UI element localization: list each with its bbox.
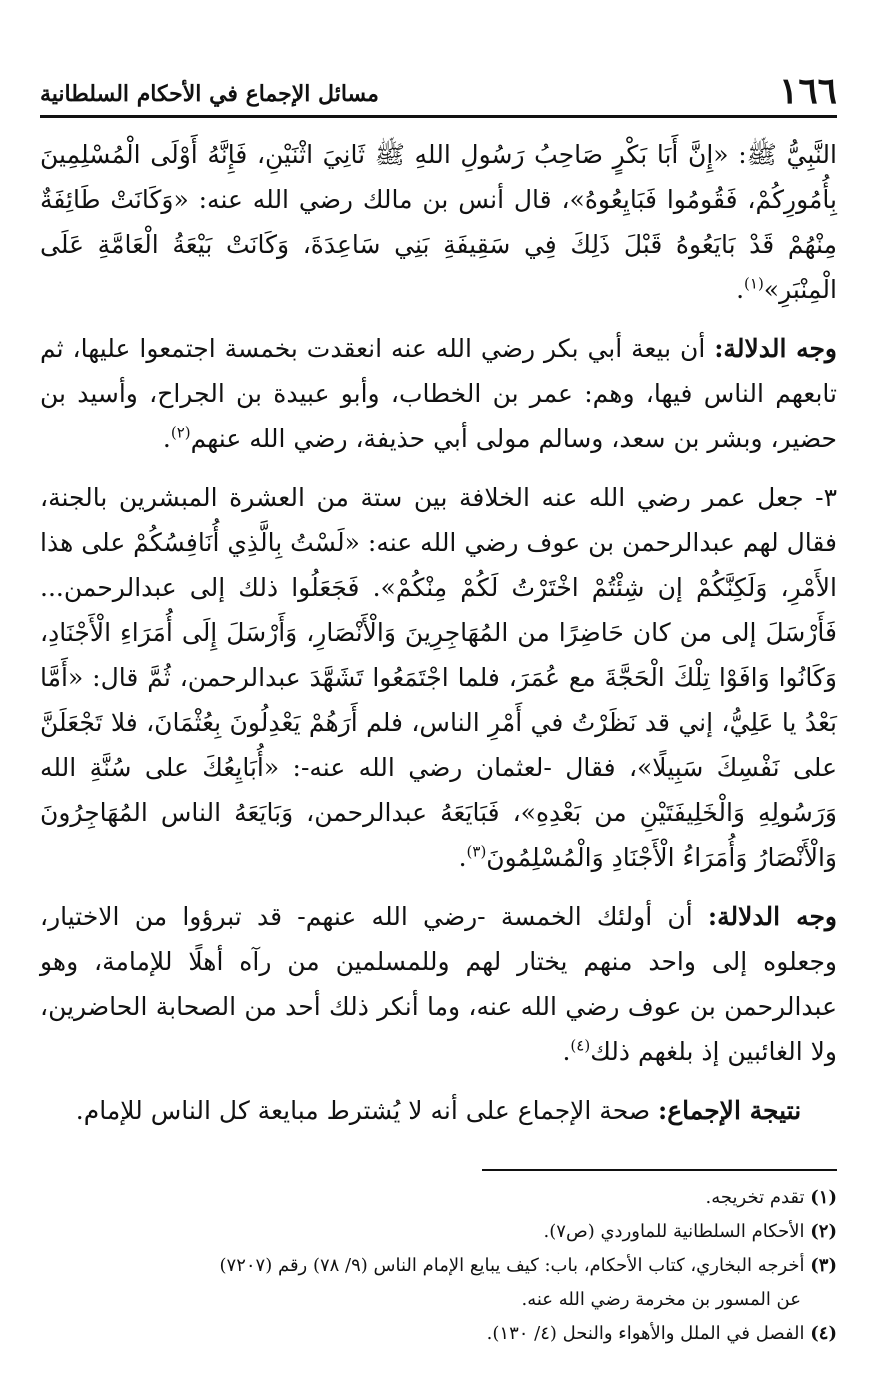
paragraph-text: صحة الإجماع على أنه لا يُشترط مبايعة كل الناس للإمام. — [75, 1096, 659, 1125]
paragraph-consensus-result — [40, 1088, 837, 1133]
footnote-ref: (٢) — [170, 423, 191, 442]
main-text — [40, 132, 837, 1133]
paragraph-text: النَّبِيُّ ﷺ: «إِنَّ أَبَا بَكْرٍ صَاحِبُ رَسُولِ اللهِ ﷺ ثَانِيَ اثْنَيْنِ، فَإِنَّهُ أَوْلَى الْمُسْلِمِينَ بِأُمُورِكُمْ، فَقُومُوا فَبَايِعُوهُ»، قال أنس بن مالك رضي الله عنه: «وَكَانَتْ طَائِفَةٌ مِنْهُمْ قَدْ بَايَعُوهُ قَبْلَ ذَلِكَ فِي سَقِيفَةِ بَنِي سَاعِدَةَ، وَكَانَتْ بَيْعَةُ الْعَامَّةِ عَلَى الْمِنْبَرِ» — [40, 140, 837, 304]
page-header — [40, 56, 837, 118]
paragraph-umar-shura: ٣- جعل عمر رضي الله عنه الخلافة بين ستة من العشرة المبشرين بالجنة، فقال لهم عبدالرحمن بن عوف رضي الله عنه: «لَسْتُ بِالَّذِي أُنَافِسُكُمْ على هذا الأَمْرِ، وَلَكِنَّكُمْ إن شِئْتُمْ اخْتَرْتُ لَكُمْ مِنْكُمْ». فَجَعَلُوا ذلك إلى عبدالرحمن... فَأَرْسَلَ إلى من كان حَاضِرًا من المُهَاجِرِينَ وَالْأَنْصَارِ، وَأَرْسَلَ إِلَى أُمَرَاءِ الْأَجْنَادِ، وَكَانُوا وَافَوْا تِلْكَ الْحَجَّةَ مع عُمَرَ، فلما اجْتَمَعُوا تَشَهَّدَ عبدالرحمن، ثُمَّ قال: «أَمَّا بَعْدُ يا عَلِيُّ، إني قد نَظَرْتُ في أَمْرِ الناس، فلم أَرَهُمْ يَعْدِلُونَ بِعُثْمَانَ، فلا تَجْعَلَنَّ على نَفْسِكَ سَبِيلًا»، فقال -لعثمان رضي الله عنه-: «أُبَايِعُكَ على سُنَّةِ الله وَرَسُولِهِ وَالْخَلِيفَتَيْنِ من بَعْدِهِ»، فَبَايَعَهُ عبدالرحمن، وَبَايَعَهُ الناس المُهَاجِرُونَ وَالْأَنْصَارُ وَأُمَرَاءُ الْأَجْنَادِ وَالْمُسْلِمُونَ$^{(٣)}$. — [40, 483, 837, 872]
evidence-label: وجه الدلالة: — [707, 902, 838, 931]
footnote-divider — [482, 1169, 837, 1171]
paragraph-hadith-abu-bakr: النَّبِيُّ ﷺ: «إِنَّ أَبَا بَكْرٍ صَاحِبُ رَسُولِ اللهِ ﷺ ثَانِيَ اثْنَيْنِ، فَإِنَّهُ أَوْلَى الْمُسْلِمِينَ بِأُمُورِكُمْ، فَقُومُوا فَبَايِعُوهُ»، قال أنس بن مالك رضي الله عنه: «وَكَانَتْ طَائِفَةٌ مِنْهُمْ قَدْ بَايَعُوهُ قَبْلَ ذَلِكَ فِي سَقِيفَةِ بَنِي سَاعِدَةَ، وَكَانَتْ بَيْعَةُ الْعَامَّةِ عَلَى الْمِنْبَرِ»$^{(١)}$. — [40, 140, 837, 304]
footnote-4: (٤) الفصل في الملل والأهواء والنحل (٤/ ١٣٠). — [486, 1323, 837, 1344]
paragraph-evidence-2: وجه الدلالة: أن أولئك الخمسة -رضي الله عنهم- قد تبرؤوا من الاختيار، وجعلوه إلى واحد منهم يختار لهم وللمسلمين من رآه أهلًا للإمامة، وهو عبدالرحمن بن عوف رضي الله عنه، وما أنكر ذلك أحد من الصحابة الحاضرين، ولا الغائبين إذ بلغهم ذلك$^{(٤)}$. — [40, 902, 838, 1066]
running-title: مسائل الإجماع في الأحكام السلطانية — [40, 81, 379, 107]
evidence-label: وجه الدلالة: — [714, 334, 837, 363]
paragraph-text: أن بيعة أبي بكر رضي الله عنه انعقدت بخمسة اجتمعوا عليها، ثم تابعهم الناس فيها، وهم: عمر بن الخطاب، وأبو عبيدة بن الجراح، وأسيد بن حضير، وبشر بن سعد، وسالم مولى أبي حذيفة، رضي الله عنهم — [40, 334, 837, 453]
paragraph-evidence-1: وجه الدلالة: أن بيعة أبي بكر رضي الله عنه انعقدت بخمسة اجتمعوا عليها، ثم تابعهم الناس فيها، وهم: عمر بن الخطاب، وأبو عبيدة بن الجراح، وأسيد بن حضير، وبشر بن سعد، وسالم مولى أبي حذيفة، رضي الله عنهم$^{(٢)}$. — [40, 334, 837, 453]
paragraph-text: ٣- جعل عمر رضي الله عنه الخلافة بين ستة من العشرة المبشرين بالجنة، فقال لهم عبدالرحمن بن عوف رضي الله عنه: «لَسْتُ بِالَّذِي أُنَافِسُكُمْ على هذا الأَمْرِ، وَلَكِنَّكُمْ إن شِئْتُمْ اخْتَرْتُ لَكُمْ مِنْكُمْ». فَجَعَلُوا ذلك إلى عبدالرحمن... فَأَرْسَلَ إلى من كان حَاضِرًا من المُهَاجِرِينَ وَالْأَنْصَارِ، وَأَرْسَلَ إِلَى أُمَرَاءِ الْأَجْنَادِ، وَكَانُوا وَافَوْا تِلْكَ الْحَجَّةَ مع عُمَرَ، فلما اجْتَمَعُوا تَشَهَّدَ عبدالرحمن، ثُمَّ قال: «أَمَّا بَعْدُ يا عَلِيُّ، إني قد نَظَرْتُ في أَمْرِ الناس، فلم أَرَهُمْ يَعْدِلُونَ بِعُثْمَانَ، فلا تَجْعَلَنَّ على نَفْسِكَ سَبِيلًا»، فقال -لعثمان رضي الله عنه-: «أُبَايِعُكَ على سُنَّةِ الله وَرَسُولِهِ وَالْخَلِيفَتَيْنِ من بَعْدِهِ»، فَبَايَعَهُ عبدالرحمن، وَبَايَعَهُ الناس المُهَاجِرُونَ وَالْأَنْصَارُ وَأُمَرَاءُ الْأَجْنَادِ وَالْمُسْلِمُونَ — [40, 483, 837, 872]
footnote-2: (٢) الأحكام السلطانية للماوردي (ص٧). — [543, 1221, 837, 1242]
footnote-3-continued: عن المسور بن مخرمة رضي الله عنه. — [521, 1289, 801, 1310]
result-label: نتيجة الإجماع: — [658, 1096, 802, 1125]
footnote-ref: (٤) — [570, 1036, 591, 1055]
footnotes — [40, 1181, 837, 1351]
footnote-ref: (٣) — [466, 842, 487, 861]
footnote-3: (٣) أخرجه البخاري، كتاب الأحكام، باب: كيف يبايع الإمام الناس (٩/ ٧٨) رقم (٧٢٠٧) — [219, 1255, 837, 1276]
paragraph-text: أن أولئك الخمسة -رضي الله عنهم- قد تبرؤوا من الاختيار، وجعلوه إلى واحد منهم يختار لهم وللمسلمين من رآه أهلًا للإمامة، وهو عبدالرحمن بن عوف رضي الله عنه، وما أنكر ذلك أحد من الصحابة الحاضرين، ولا الغائبين إذ بلغهم ذلك — [40, 902, 837, 1066]
page-number: ١٦٦ — [778, 70, 837, 112]
footnote-1: (١) تقدم تخريجه. — [705, 1187, 837, 1208]
footnote-ref: (١) — [744, 274, 764, 293]
